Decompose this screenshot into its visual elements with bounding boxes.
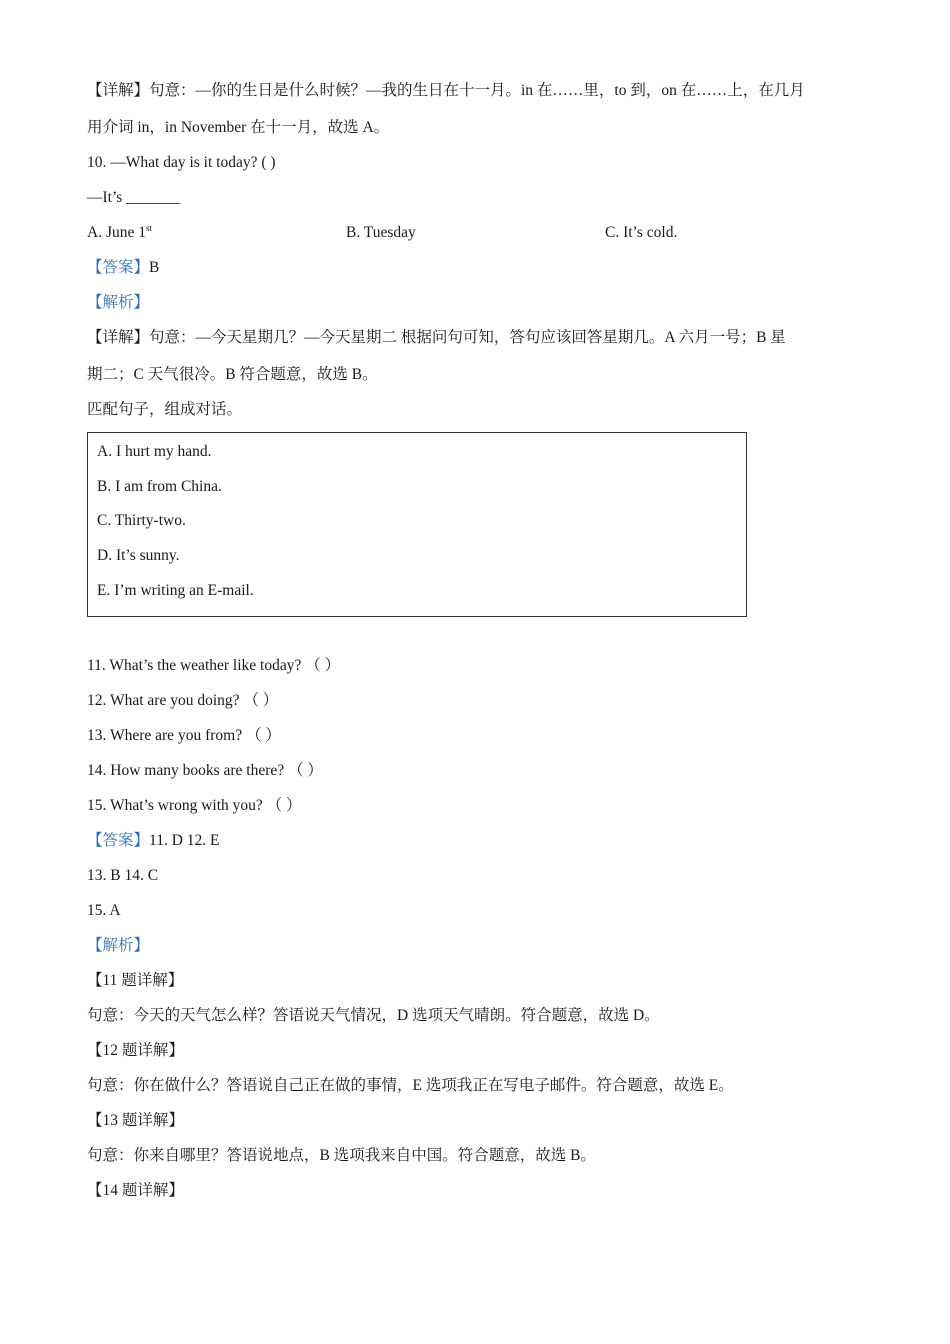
q10-analysis-label: 【解析】 <box>87 294 150 311</box>
q11-detail-text: 句意：今天的天气怎么样？答语说天气情况，D 选项天气晴朗。符合题意，故选 D。 <box>87 1007 660 1024</box>
q10-option-a-text: A. June 1 <box>87 224 146 241</box>
match-answer-values-1: 11. D 12. E <box>149 832 220 849</box>
q10-question: 10. —What day is it today? ( ) <box>87 154 276 171</box>
q10-answer-label: 【答案】 <box>87 259 150 276</box>
match-answer-line-2: 13. B 14. C <box>87 867 159 884</box>
match-option-b: B. I am from China. <box>97 478 222 495</box>
q14-question: 14. How many books are there? （ ） <box>87 762 323 779</box>
match-option-d: D. It’s sunny. <box>97 547 180 564</box>
q12-detail-header: 【12 题详解】 <box>87 1042 184 1059</box>
q10-answer <box>87 257 159 279</box>
q13-detail-text: 句意：你来自哪里？答语说地点，B 选项我来自中国。符合题意，故选 B。 <box>87 1147 596 1164</box>
match-answer-line-1 <box>87 830 219 852</box>
q14-detail-header: 【14 题详解】 <box>87 1182 184 1199</box>
q15-question: 15. What’s wrong with you? （ ） <box>87 797 302 814</box>
q10-answer-value: B <box>149 259 160 276</box>
match-option-a: A. I hurt my hand. <box>97 443 212 460</box>
match-analysis-label: 【解析】 <box>87 937 150 954</box>
q10-detail-line-1: 【详解】句意：—今天星期几？—今天星期二 根据问句可知，答句应该回答星期几。A 六月一号；B 星 <box>87 329 786 346</box>
q10-answer-blank: —It’s _______ <box>87 189 181 206</box>
q10-option-b: B. Tuesday <box>346 224 416 241</box>
match-option-e: E. I’m writing an E-mail. <box>97 582 254 599</box>
match-answer-line-3: 15. A <box>87 902 121 919</box>
q10-option-c: C. It’s cold. <box>605 224 678 241</box>
q10-option-a <box>87 222 152 244</box>
q10-detail-line-2: 期二；C 天气很冷。B 符合题意，故选 B。 <box>87 366 378 383</box>
q11-detail-header: 【11 题详解】 <box>87 972 184 989</box>
q9-detail-line-1: 【详解】句意：—你的生日是什么时候？—我的生日在十一月。in 在……里，to 到，on 在……上，在几月 <box>87 82 805 99</box>
match-options-box <box>87 432 747 617</box>
match-instruction: 匹配句子，组成对话。 <box>87 401 243 418</box>
q13-question: 13. Where are you from? （ ） <box>87 727 281 744</box>
q12-detail-text: 句意：你在做什么？答语说自己正在做的事情，E 选项我正在写电子邮件。符合题意，故选 E。 <box>87 1077 734 1094</box>
q13-detail-header: 【13 题详解】 <box>87 1112 184 1129</box>
match-option-c: C. Thirty-two. <box>97 512 186 529</box>
match-answer-label: 【答案】 <box>87 832 150 849</box>
q12-question: 12. What are you doing? （ ） <box>87 692 279 709</box>
q11-question: 11. What’s the weather like today? （ ） <box>87 657 341 674</box>
q10-option-a-superscript: st <box>145 223 152 233</box>
q9-detail-line-2: 用介词 in，in November 在十一月，故选 A。 <box>87 119 390 136</box>
